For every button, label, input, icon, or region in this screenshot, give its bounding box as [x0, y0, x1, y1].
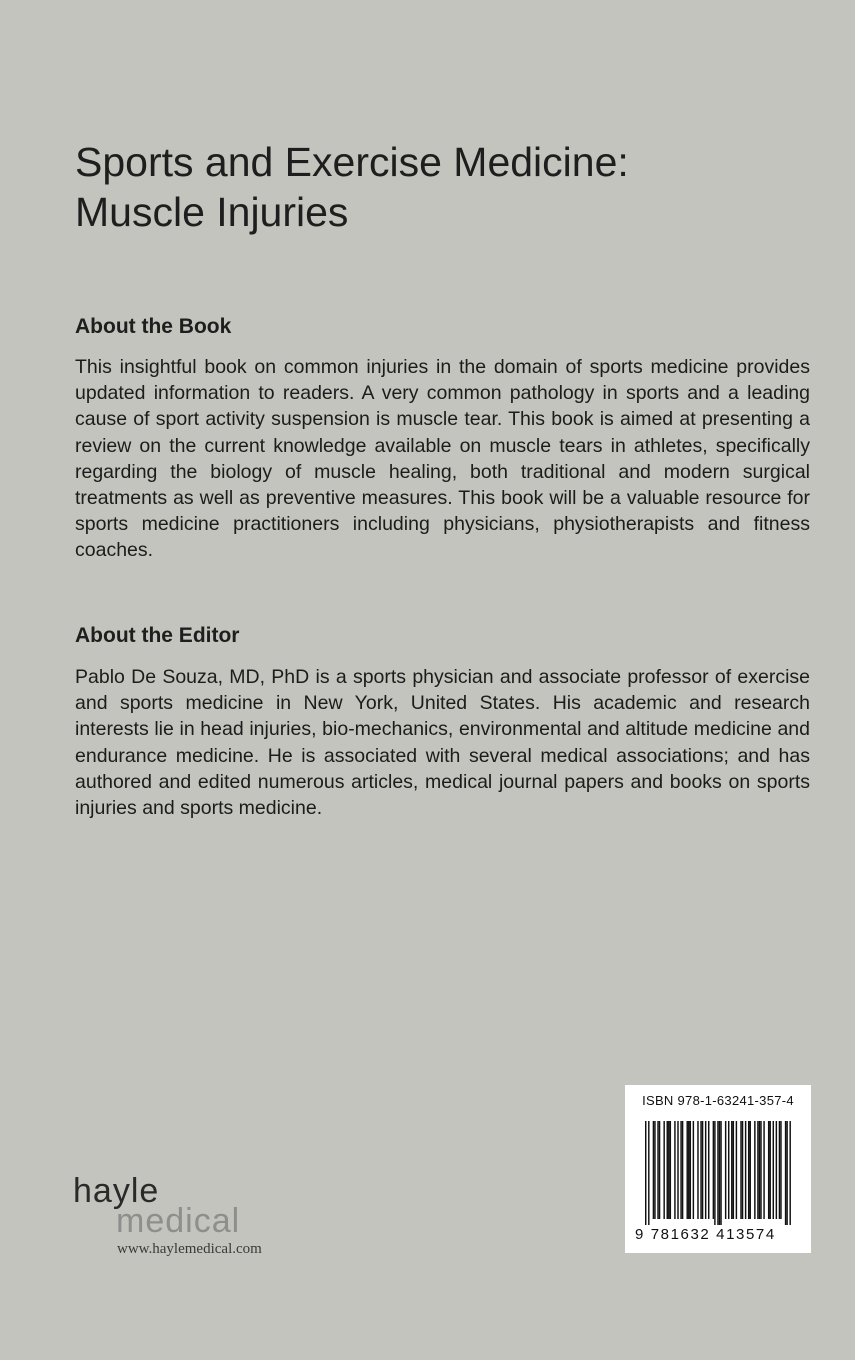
barcode-bar — [779, 1121, 780, 1219]
barcode-bar — [760, 1121, 761, 1219]
barcode-icon — [645, 1121, 791, 1225]
barcode-bar — [725, 1121, 726, 1219]
barcode-bar — [667, 1121, 668, 1219]
barcode-bar — [750, 1121, 751, 1219]
barcode-bar — [659, 1121, 660, 1219]
barcode-bar — [786, 1121, 787, 1225]
barcode-bar — [668, 1121, 669, 1219]
barcode-bar — [677, 1121, 678, 1219]
barcode-bar — [686, 1121, 687, 1219]
barcode-bar — [759, 1121, 760, 1219]
isbn-barcode-box — [625, 1085, 811, 1253]
barcode-bar — [693, 1121, 694, 1219]
barcode-bar — [773, 1121, 774, 1219]
isbn-label: ISBN 978-1-63241-357-4 — [642, 1093, 794, 1108]
about-book-heading: About the Book — [75, 315, 232, 338]
barcode-bar — [769, 1121, 770, 1219]
barcode-bar — [733, 1121, 734, 1219]
barcode-bar — [748, 1121, 749, 1219]
barcode-bar — [657, 1121, 658, 1219]
barcode-bar — [714, 1121, 715, 1225]
barcode-bar — [757, 1121, 758, 1219]
barcode-bar — [763, 1121, 764, 1219]
barcode-bar — [742, 1121, 743, 1219]
barcode-bar — [728, 1121, 729, 1219]
barcode-bar — [740, 1121, 741, 1219]
barcode-digits: 9 781632 413574 — [635, 1226, 776, 1243]
barcode-bar — [680, 1121, 681, 1219]
barcode-bar — [713, 1121, 714, 1219]
publisher-name-hayle: hayle — [73, 1172, 160, 1210]
barcode-bar — [682, 1121, 683, 1219]
book-title — [75, 137, 815, 237]
barcode-bar — [720, 1121, 721, 1225]
about-editor-heading: About the Editor — [75, 624, 240, 647]
barcode-bar — [700, 1121, 701, 1219]
barcode-bar — [697, 1121, 698, 1219]
book-title-line-1: Sports and Exercise Medicine: — [75, 139, 629, 185]
barcode-bar — [648, 1121, 649, 1225]
barcode-bar — [654, 1121, 655, 1219]
barcode-bar — [670, 1121, 671, 1219]
barcode-bar — [702, 1121, 703, 1219]
barcode-bar — [731, 1121, 732, 1219]
barcode-bar — [719, 1121, 720, 1225]
barcode-bar — [768, 1121, 769, 1219]
barcode-bar — [754, 1121, 755, 1219]
about-book-text: This insightful book on common injuries in the domain of sports medicine provides updated information to readers. A very common pathology in sports and a leading cause of sport activity suspension is muscle tear. This book is aimed at presenting a review on the current knowledge available on muscle tears in athletes, specifically regarding the biology of muscle healing, both traditional and modern surgical treatments as well as preventive measures. This book will be a valuable resource for sports medicine practitioners including physicians, physiotherapists and fitness coaches. — [75, 356, 810, 562]
barcode-bar — [645, 1121, 646, 1225]
barcode-bar — [708, 1121, 709, 1219]
barcode-bar — [717, 1121, 718, 1225]
barcode-bar — [736, 1121, 737, 1219]
barcode-bar — [780, 1121, 781, 1219]
barcode-bar — [785, 1121, 786, 1225]
about-editor-text: Pablo De Souza, MD, PhD is a sports physician and associate professor of exercise and sports medicine in New York, United States. His academic and research interests lie in head injuries, bio-mechanics, environmental and altitude medicine and endurance medicine. He is associated with several medical associations; and has authored and edited numerous articles, medical journal papers and books on sports injuries and sports medicine. — [75, 666, 810, 820]
barcode-bar — [789, 1121, 790, 1225]
barcode-bar — [653, 1121, 654, 1219]
publisher-logo — [73, 1172, 303, 1258]
barcode-bar — [688, 1121, 689, 1219]
barcode-bar — [776, 1121, 777, 1219]
publisher-url: www.haylemedical.com — [117, 1241, 262, 1257]
barcode-bar — [674, 1121, 675, 1219]
barcode-bar — [705, 1121, 706, 1219]
barcode-bar — [745, 1121, 746, 1219]
book-title-line-2: Muscle Injuries — [75, 189, 349, 235]
barcode-bar — [690, 1121, 691, 1219]
publisher-name-medical: medical — [116, 1202, 241, 1240]
barcode-bar — [663, 1121, 664, 1219]
